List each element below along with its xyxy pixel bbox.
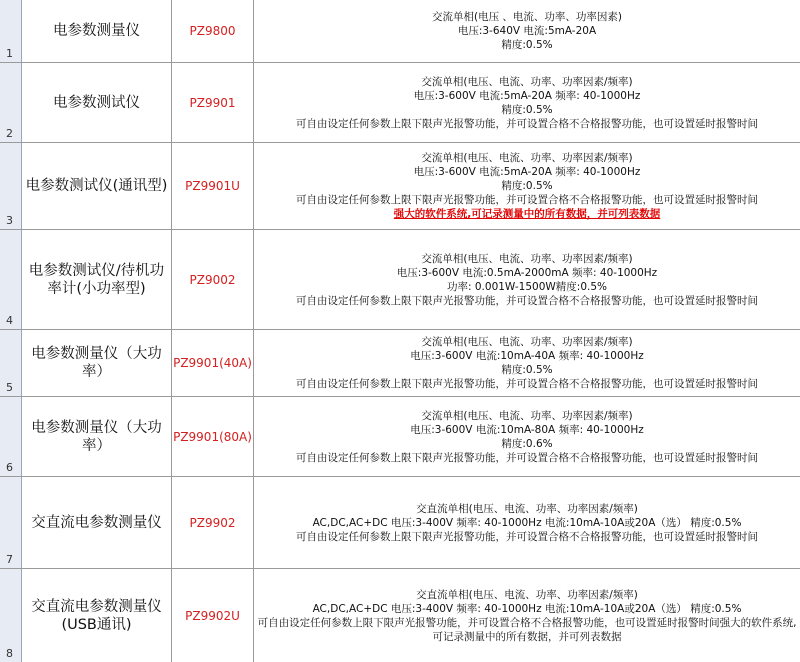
desc-line: 可自由设定任何参数上限下限声光报警功能，并可设置合格不合格报警功能，也可设置延时报警时间 [296,530,758,543]
desc-line: 电压:3-600V 电流:5mA-20A 频率: 40-1000Hz [413,89,641,102]
desc-line: 交直流单相(电压、电流、功率、功率因素/频率) [416,588,638,601]
row-header[interactable]: 5 [0,330,22,396]
desc-line: 精度:0.6% [501,437,553,450]
model-cell[interactable]: PZ9800 [172,0,254,62]
description-cell[interactable] [254,230,800,329]
desc-line: 功率: 0.001W-1500W精度:0.5% [447,280,607,293]
desc-line: 精度:0.5% [501,364,553,376]
product-name-cell[interactable]: 电参数测试仪 [22,63,172,142]
desc-line: 精度:0.5% [501,39,553,51]
description-cell[interactable] [254,0,800,62]
table-row [0,397,800,477]
desc-line: 可自由设定任何参数上限下限声光报警功能，并可设置合格不合格报警功能，也可设置延时报警时间 [296,194,758,206]
table-row [0,330,800,397]
table-row [0,143,800,230]
description-cell[interactable] [254,569,800,662]
product-name-cell[interactable]: 电参数测试仪/待机功率计(小功率型) [22,230,172,329]
row-header[interactable]: 3 [0,143,22,229]
desc-line: 电压:3-600V 电流:10mA-80A 频率: 40-1000Hz [410,423,644,436]
row-header[interactable]: 7 [0,477,22,568]
desc-line: AC,DC,AC+DC 电压:3-400V 频率: 40-1000Hz 电流:10mA-10A或20A（选） 精度:0.5% [312,516,742,529]
product-name-cell[interactable]: 电参数测量仪 [22,0,172,62]
desc-line: 电压:3-640V 电流:5mA-20A [457,25,597,37]
row-header[interactable]: 4 [0,230,22,329]
table-row [0,230,800,330]
row-header[interactable]: 2 [0,63,22,142]
row-header[interactable]: 8 [0,569,22,662]
desc-line: 精度:0.5% [501,180,553,192]
model-cell[interactable]: PZ9901U [172,143,254,229]
model-cell[interactable]: PZ9901(40A) [172,330,254,396]
table-row [0,63,800,143]
desc-line: 交流单相(电压、电流、功率、功率因素/频率) [421,252,633,265]
desc-line: 电压:3-600V 电流:10mA-40A 频率: 40-1000Hz [410,350,644,362]
desc-line: 可自由设定任何参数上限下限声光报警功能，并可设置合格不合格报警功能，也可设置延时报警时间 [296,378,758,390]
desc-line: AC,DC,AC+DC 电压:3-400V 频率: 40-1000Hz 电流:10mA-10A或20A（选） 精度:0.5% [312,602,742,615]
table-row [0,569,800,662]
model-cell[interactable]: PZ9002 [172,230,254,329]
desc-line: 可自由设定任何参数上限下限声光报警功能，并可设置合格不合格报警功能，也可设置延时报警时间 [296,451,758,464]
model-cell[interactable]: PZ9901 [172,63,254,142]
product-name-cell[interactable]: 电参数测试仪(通讯型) [22,143,172,229]
desc-line: 可自由设定任何参数上限下限声光报警功能，并可设置合格不合格报警功能，也可设置延时报警时间 [296,117,758,130]
desc-line: 交流单相(电压、电流、功率、功率因素/频率) [421,336,633,348]
desc-line: 交流单相(电压、电流、功率、功率因素/频率) [421,409,633,422]
desc-line: 交流单相(电压、电流、功率、功率因素/频率) [421,152,633,164]
desc-line: 电压:3-600V 电流:0.5mA-2000mA 频率: 40-1000Hz [396,266,658,279]
desc-line: 精度:0.5% [501,103,553,116]
desc-line: 可自由设定任何参数上限下限声光报警功能，并可设置合格不合格报警功能，也可设置延时报警时间 [296,294,758,307]
model-cell[interactable]: PZ9902 [172,477,254,568]
desc-line: 可自由设定任何参数上限下限声光报警功能，并可设置合格不合格报警功能，也可设置延时报警时间强大的软件系统,可记录测量中的所有数据，并可列表数据 [257,616,797,643]
table-row [0,0,800,63]
desc-line: 交流单相(电压 、电流、功率、功率因素) [431,11,623,23]
desc-line: 电压:3-600V 电流:5mA-20A 频率: 40-1000Hz [413,166,641,178]
product-name-cell[interactable]: 交直流电参数测量仪 [22,477,172,568]
description-cell[interactable] [254,330,800,396]
description-cell[interactable] [254,143,800,229]
model-cell[interactable]: PZ9902U [172,569,254,662]
product-name-cell[interactable]: 电参数测量仪（大功率） [22,330,172,396]
desc-line: 交直流单相(电压、电流、功率、功率因素/频率) [416,502,638,515]
model-cell[interactable]: PZ9901(80A) [172,397,254,476]
table-row [0,477,800,569]
description-cell[interactable] [254,477,800,568]
product-name-cell[interactable]: 交直流电参数测量仪(USB通讯) [22,569,172,662]
highlight-note: 强大的软件系统,可记录测量中的所有数据，并可列表数据 [393,208,661,220]
description-cell[interactable] [254,63,800,142]
row-header[interactable]: 6 [0,397,22,476]
product-name-cell[interactable]: 电参数测量仪（大功率） [22,397,172,476]
description-cell[interactable] [254,397,800,476]
row-header[interactable]: 1 [0,0,22,62]
desc-line: 交流单相(电压、电流、功率、功率因素/频率) [421,75,633,88]
